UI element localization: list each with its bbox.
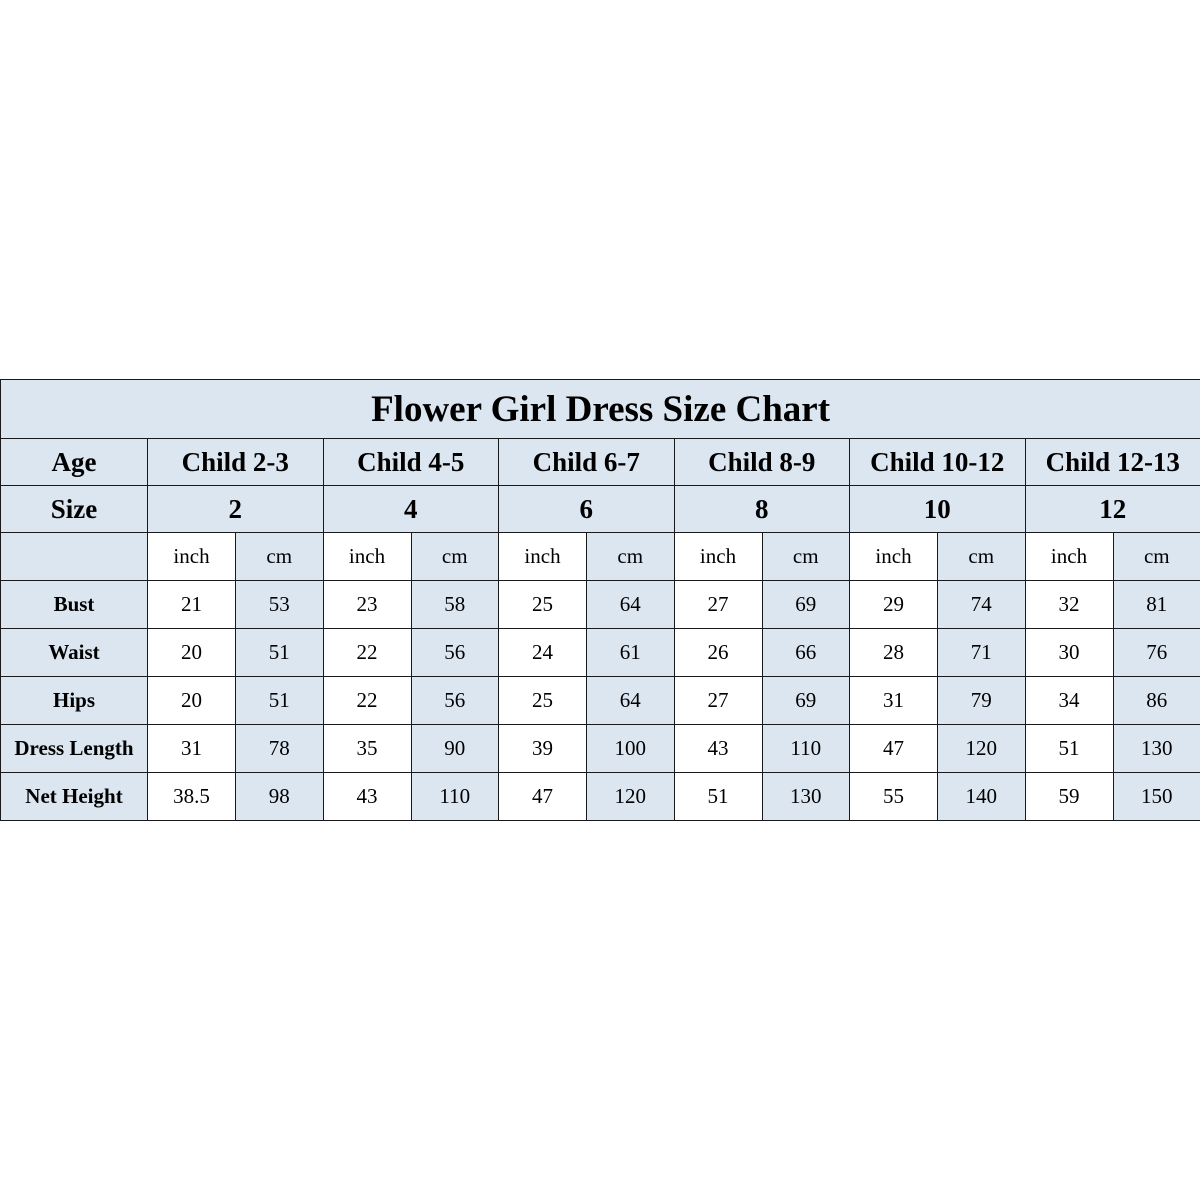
cm-value: 78 <box>236 725 324 773</box>
cm-value: 120 <box>938 725 1026 773</box>
size-chart-table <box>0 379 1200 821</box>
cm-value: 56 <box>411 677 499 725</box>
row-label: Bust <box>1 581 148 629</box>
chart-title: Flower Girl Dress Size Chart <box>1 380 1200 439</box>
cm-value: 100 <box>587 725 675 773</box>
cm-value: 110 <box>762 725 850 773</box>
inch-value: 30 <box>1025 629 1113 677</box>
cm-value: 58 <box>411 581 499 629</box>
units-label-empty <box>1 533 148 581</box>
cm-value: 98 <box>236 773 324 821</box>
age-row <box>1 439 1200 486</box>
unit-inch: inch <box>850 533 938 581</box>
unit-cm: cm <box>762 533 850 581</box>
table-row <box>1 677 1200 725</box>
inch-value: 25 <box>499 581 587 629</box>
unit-inch: inch <box>1025 533 1113 581</box>
age-label: Age <box>1 439 148 486</box>
inch-value: 29 <box>850 581 938 629</box>
size-header: 10 <box>850 486 1026 533</box>
row-label: Dress Length <box>1 725 148 773</box>
inch-value: 22 <box>323 629 411 677</box>
inch-value: 22 <box>323 677 411 725</box>
inch-value: 38.5 <box>148 773 236 821</box>
inch-value: 43 <box>674 725 762 773</box>
cm-value: 74 <box>938 581 1026 629</box>
unit-cm: cm <box>1113 533 1200 581</box>
size-row <box>1 486 1200 533</box>
size-header: 2 <box>148 486 324 533</box>
unit-cm: cm <box>411 533 499 581</box>
inch-value: 25 <box>499 677 587 725</box>
cm-value: 56 <box>411 629 499 677</box>
inch-value: 31 <box>148 725 236 773</box>
title-row <box>1 380 1200 439</box>
inch-value: 28 <box>850 629 938 677</box>
cm-value: 66 <box>762 629 850 677</box>
age-header: Child 10-12 <box>850 439 1026 486</box>
cm-value: 69 <box>762 677 850 725</box>
size-header: 12 <box>1025 486 1200 533</box>
row-label: Net Height <box>1 773 148 821</box>
cm-value: 64 <box>587 581 675 629</box>
inch-value: 35 <box>323 725 411 773</box>
table-row <box>1 773 1200 821</box>
cm-value: 86 <box>1113 677 1200 725</box>
inch-value: 59 <box>1025 773 1113 821</box>
cm-value: 110 <box>411 773 499 821</box>
cm-value: 71 <box>938 629 1026 677</box>
table-row <box>1 581 1200 629</box>
size-header: 4 <box>323 486 499 533</box>
inch-value: 39 <box>499 725 587 773</box>
inch-value: 20 <box>148 677 236 725</box>
inch-value: 34 <box>1025 677 1113 725</box>
cm-value: 51 <box>236 677 324 725</box>
unit-cm: cm <box>236 533 324 581</box>
cm-value: 79 <box>938 677 1026 725</box>
row-label: Waist <box>1 629 148 677</box>
cm-value: 76 <box>1113 629 1200 677</box>
inch-value: 26 <box>674 629 762 677</box>
unit-inch: inch <box>323 533 411 581</box>
inch-value: 51 <box>1025 725 1113 773</box>
size-label: Size <box>1 486 148 533</box>
unit-cm: cm <box>587 533 675 581</box>
inch-value: 21 <box>148 581 236 629</box>
cm-value: 130 <box>762 773 850 821</box>
table-row <box>1 725 1200 773</box>
inch-value: 47 <box>850 725 938 773</box>
cm-value: 120 <box>587 773 675 821</box>
inch-value: 23 <box>323 581 411 629</box>
cm-value: 64 <box>587 677 675 725</box>
row-label: Hips <box>1 677 148 725</box>
cm-value: 51 <box>236 629 324 677</box>
unit-inch: inch <box>499 533 587 581</box>
inch-value: 51 <box>674 773 762 821</box>
unit-inch: inch <box>674 533 762 581</box>
inch-value: 27 <box>674 581 762 629</box>
unit-inch: inch <box>148 533 236 581</box>
inch-value: 43 <box>323 773 411 821</box>
inch-value: 20 <box>148 629 236 677</box>
age-header: Child 2-3 <box>148 439 324 486</box>
cm-value: 90 <box>411 725 499 773</box>
unit-cm: cm <box>938 533 1026 581</box>
cm-value: 140 <box>938 773 1026 821</box>
cm-value: 69 <box>762 581 850 629</box>
table-row <box>1 629 1200 677</box>
age-header: Child 8-9 <box>674 439 850 486</box>
size-header: 8 <box>674 486 850 533</box>
age-header: Child 6-7 <box>499 439 675 486</box>
age-header: Child 4-5 <box>323 439 499 486</box>
inch-value: 31 <box>850 677 938 725</box>
age-header: Child 12-13 <box>1025 439 1200 486</box>
cm-value: 81 <box>1113 581 1200 629</box>
inch-value: 27 <box>674 677 762 725</box>
inch-value: 55 <box>850 773 938 821</box>
inch-value: 24 <box>499 629 587 677</box>
cm-value: 150 <box>1113 773 1200 821</box>
units-row <box>1 533 1200 581</box>
inch-value: 32 <box>1025 581 1113 629</box>
inch-value: 47 <box>499 773 587 821</box>
cm-value: 53 <box>236 581 324 629</box>
cm-value: 130 <box>1113 725 1200 773</box>
cm-value: 61 <box>587 629 675 677</box>
size-header: 6 <box>499 486 675 533</box>
